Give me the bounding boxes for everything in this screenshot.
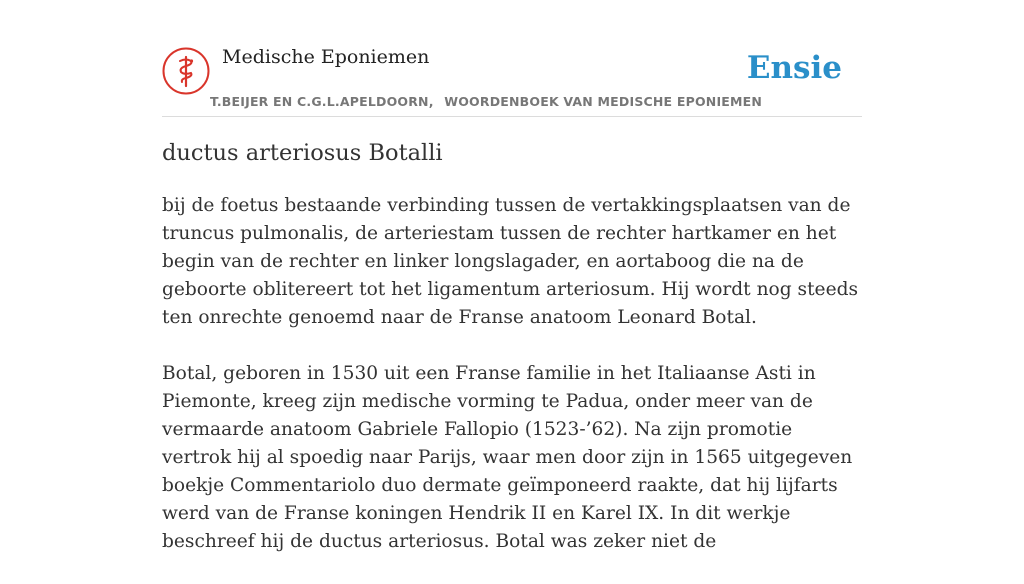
source-header [162,44,862,117]
source-meta [210,94,762,109]
entry-title: ductus arteriosus Botalli [162,140,443,166]
source-authors: T.BEIJER EN C.G.L.APELDOORN, [210,94,434,109]
caduceus-icon[interactable] [162,47,210,95]
source-title[interactable]: Medische Eponiemen [222,46,430,68]
entry-paragraph: Botal, geboren in 1530 uit een Franse familie in het Italiaanse Asti in Piemonte, kreeg zijn medische vorming te Padua, onder meer van de vermaarde anatoom Gabriele Fallopio (1523-’62). Na zijn promotie vertrok hij al spoedig naar Parijs, waar men door zijn in 1565 uitgegeven boekje Commentariolo duo dermate geïmponeerd raakte, dat hij lijfarts werd van de Franse koningen Hendrik II en Karel IX. In dit werkje beschreef hij de ductus arteriosus. Botal was zeker niet de [162,363,853,552]
source-book: WOORDENBOEK VAN MEDISCHE EPONIEMEN [444,94,763,109]
entry-paragraph: bij de foetus bestaande verbinding tussen de vertakkingsplaatsen van de truncus pulmonalis, de arteriestam tussen de rechter hartkamer en het begin van de rechter en linker longslagader, en aortaboog die na de geboorte oblitereert tot het ligamentum arteriosum. Hij wordt nog steeds ten onrechte genoemd naar de Franse anatoom Leonard Botal. [162,195,859,328]
entry-body [162,192,862,584]
ensie-logo[interactable]: Ensie [746,50,842,86]
